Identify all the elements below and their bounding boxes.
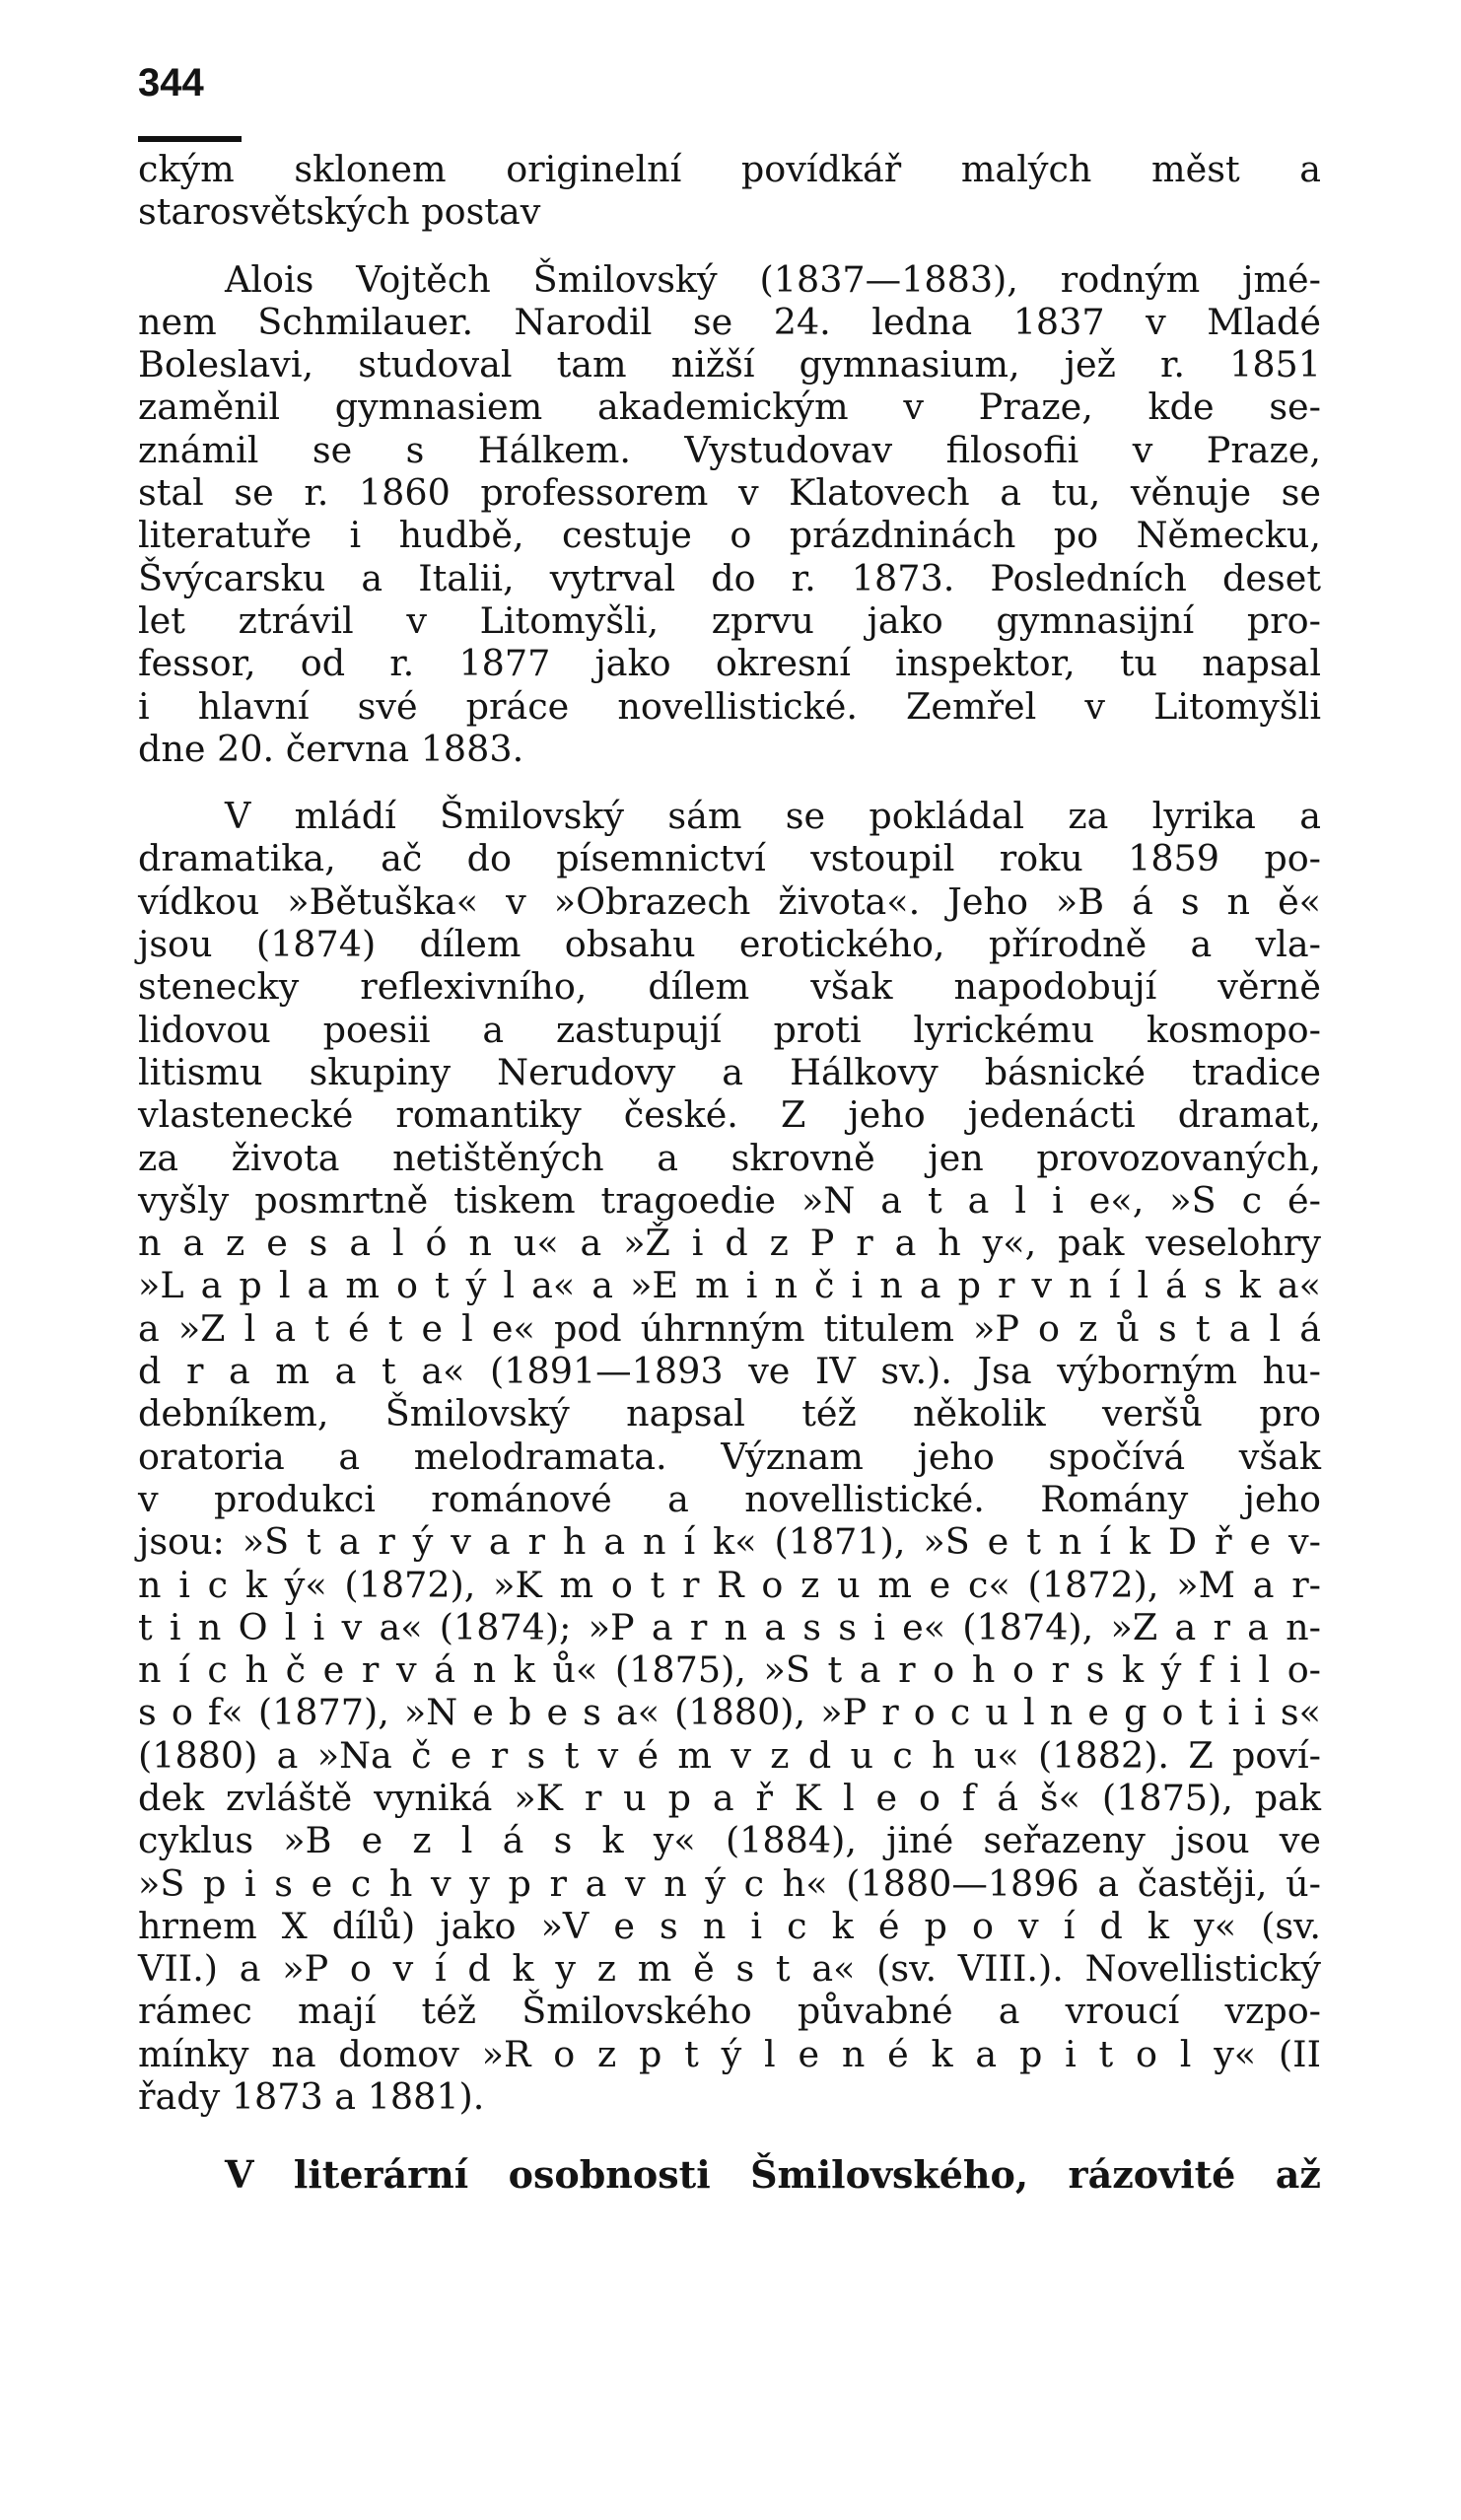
text-line: stenecky reflexivního, dílem však napodobují věrně <box>138 965 1321 1009</box>
text-line: známil se s Hálkem. Vystudovav filosofii v Praze, <box>138 428 1321 471</box>
text-line: s o f« (1877), »N e b e s a« (1880), »P r o c u l n e g o t i i s« <box>138 1691 1321 1734</box>
text-line: Alois Vojtěch Šmilovský (1837—1883), rodným jmé- <box>225 257 1321 301</box>
text-line: lidovou poesii a zastupují proti lyrickému kosmopo- <box>138 1008 1321 1051</box>
text-line: a »Z l a t é t e l e« pod úhrnným titulem »P o z ů s t a l á <box>138 1306 1321 1350</box>
text-line: debníkem, Šmilovský napsal též několik veršů pro <box>138 1392 1321 1435</box>
text-line: dek zvláště vyniká »K r u p a ř K l e o f á š« (1875), pak <box>138 1776 1321 1819</box>
text-line: ckým sklonem originelní povídkář malých měst a <box>138 148 1321 190</box>
text-line: zaměnil gymnasiem akademickým v Praze, kde se- <box>138 385 1321 429</box>
text-line: stal se r. 1860 professorem v Klatovech a tu, věnuje se <box>138 471 1321 515</box>
paragraph-gap <box>138 2118 1321 2153</box>
text-line: jsou (1874) dílem obsahu erotického, přírodně a vla- <box>138 923 1321 966</box>
text-line: mínky na domov »R o z p t ý l e n é k a p i t o l y« (II <box>138 2032 1321 2075</box>
text-line: vlastenecké romantiky české. Z jeho jedenácti dramat, <box>138 1093 1321 1137</box>
text-line: hrnem X dílů) jako »V e s n i c k é p o v í d k y« (sv. <box>138 1904 1321 1947</box>
paragraph-gap <box>138 234 1321 258</box>
text-line: dramatika, ač do písemnictví vstoupil roku 1859 po- <box>138 837 1321 880</box>
text-line: oratoria a melodramata. Význam jeho spočívá však <box>138 1435 1321 1478</box>
text-line: n i c k ý« (1872), »K m o t r R o z u m e c« (1872), »M a r- <box>138 1563 1321 1606</box>
text-line: starosvětských postav <box>138 190 541 234</box>
printing-artifact-rule <box>138 136 242 142</box>
text-line: t i n O l i v a« (1874); »P a r n a s s i e« (1874), »Z a r a n- <box>138 1605 1321 1648</box>
text-line: d r a m a t a« (1891—1893 ve IV sv.). Jsa výborným hu- <box>138 1350 1321 1393</box>
text-line: V mládí Šmilovský sám se pokládal za lyrika a <box>225 795 1321 838</box>
paragraph-gap <box>138 770 1321 795</box>
paragraph <box>138 2153 1321 2196</box>
text-line: řady 1873 a 1881). <box>138 2075 485 2119</box>
text-line: rámec mají též Šmilovského půvabné a vroucí vzpo- <box>138 1990 1321 2033</box>
text-line: »L a p l a m o t ý l a« a »E m i n č i n a p r v n í l á s k a« <box>138 1264 1321 1307</box>
page-number: 344 <box>138 61 204 105</box>
text-line: »S p i s e c h v y p r a v n ý c h« (1880—1896 a častěji, ú- <box>138 1861 1321 1905</box>
text-line: i hlavní své práce novellistické. Zemřel v Litomyšli <box>138 684 1321 728</box>
text-line: za života netištěných a skrovně jen provozovaných, <box>138 1136 1321 1179</box>
text-line: (1880) a »Na č e r s t v é m v z d u c h u« (1882). Z poví- <box>138 1733 1321 1777</box>
text-line: nem Schmilauer. Narodil se 24. ledna 1837 v Mladé <box>138 300 1321 343</box>
text-line: v produkci románové a novellistické. Romány jeho <box>138 1477 1321 1520</box>
text-line: V literární osobnosti Šmilovského, rázovité až <box>225 2152 1321 2198</box>
text-line: Švýcarsku a Italii, vytrval do r. 1873. Posledních deset <box>138 556 1321 599</box>
paragraph <box>138 258 1321 771</box>
text-line: Boleslavi, studoval tam nižší gymnasium, jež r. 1851 <box>138 343 1321 386</box>
paragraph <box>138 148 1321 234</box>
text-line: jsou: »S t a r ý v a r h a n í k« (1871), »S e t n í k D ř e v- <box>138 1520 1321 1564</box>
text-line: VII.) a »P o v í d k y z m ě s t a« (sv. VIII.). Novellistický <box>138 1947 1321 1991</box>
text-body <box>138 148 1321 2197</box>
text-line: vyšly posmrtně tiskem tragoedie »N a t a l i e«, »S c é- <box>138 1178 1321 1222</box>
text-line: n í c h č e r v á n k ů« (1875), »S t a r o h o r s k ý f i l o- <box>138 1648 1321 1692</box>
text-line: litismu skupiny Nerudovy a Hálkovy básnické tradice <box>138 1050 1321 1093</box>
text-line: vídkou »Bětuška« v »Obrazech života«. Jeho »B á s n ě« <box>138 879 1321 923</box>
text-line: let ztrávil v Litomyšli, zprvu jako gymnasijní pro- <box>138 598 1321 642</box>
text-line: fessor, od r. 1877 jako okresní inspektor, tu napsal <box>138 642 1321 685</box>
text-line: dne 20. června 1883. <box>138 727 524 770</box>
text-line: cyklus »B e z l á s k y« (1884), jiné seřazeny jsou ve <box>138 1819 1321 1862</box>
paragraph <box>138 795 1321 2118</box>
text-line: literatuře i hudbě, cestuje o prázdninách po Německu, <box>138 514 1321 557</box>
text-line: n a z e s a l ó n u« a »Ž i d z P r a h y«, pak veselohry <box>138 1222 1321 1265</box>
